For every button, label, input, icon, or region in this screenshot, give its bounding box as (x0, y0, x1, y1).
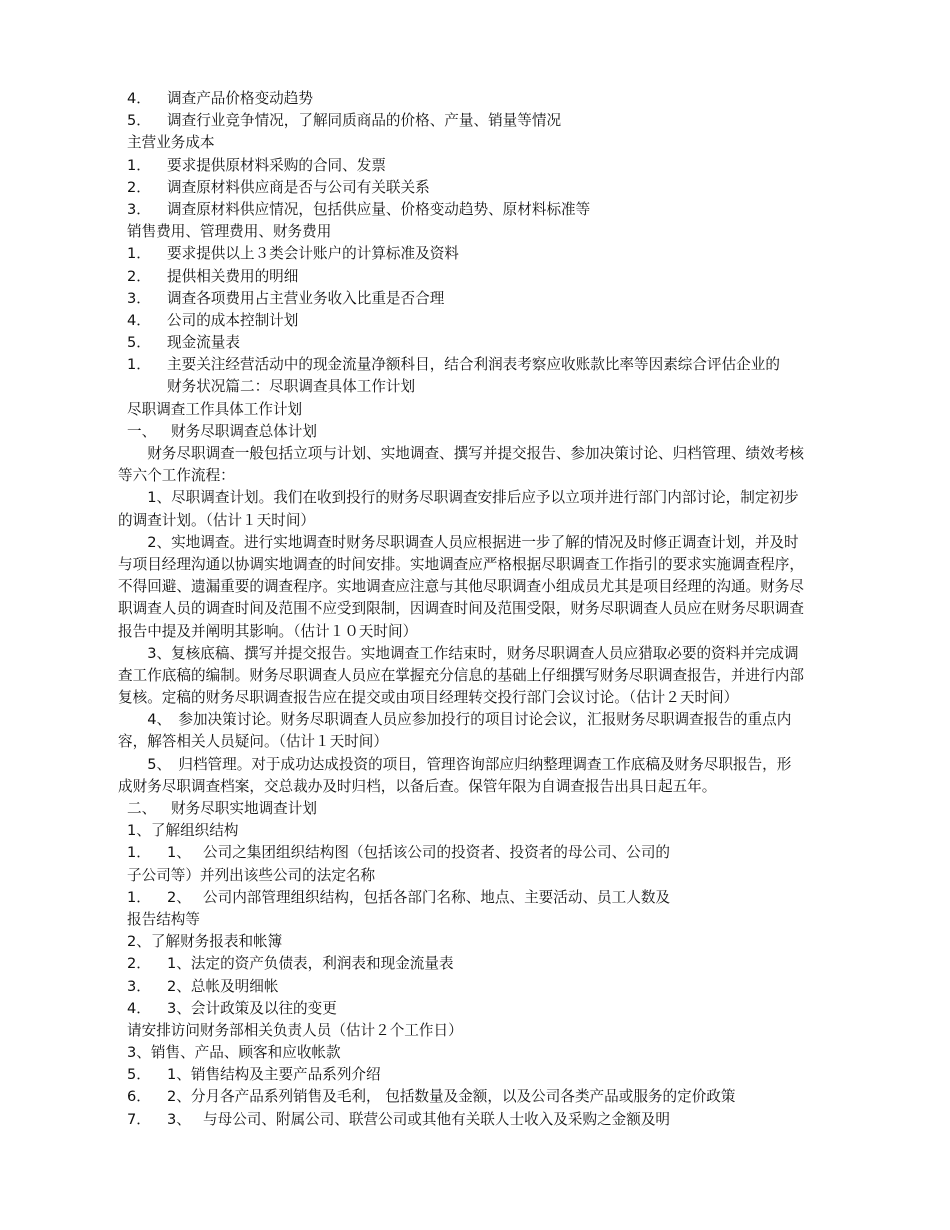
text-line (0, 665, 950, 687)
text-line (0, 266, 950, 288)
list-item-text: 1、法定的资产负债表，利润表和现金流量表 (167, 955, 454, 973)
text-line (0, 177, 950, 199)
list-number: 3． (127, 289, 151, 307)
text-line (0, 155, 950, 177)
list-item-text: 2、总帐及明细帐 (167, 977, 279, 995)
text-line (0, 687, 950, 709)
text-line (0, 221, 950, 243)
section-heading (127, 798, 317, 820)
text-line (0, 332, 950, 354)
text-line (0, 842, 950, 864)
list-number: 1． (127, 156, 151, 174)
paragraph-continuation: 职调查人员的调查时间及范围不应受到限制，因调查时间及范围受限，财务尽职调查人员应在财务尽职调查 (118, 600, 804, 618)
text-line (0, 754, 950, 776)
paragraph-continuation: 查工作底稿的编制。财务尽职调查人员应在掌握充分信息的基础上仔细撰写财务尽职调查报告，并进行内部 (118, 666, 804, 684)
list-number: 4． (127, 311, 151, 329)
list-number: 1． (127, 245, 151, 263)
text-line (0, 510, 950, 532)
text-line (0, 487, 950, 509)
paragraph-text: 1、尽职调查计划。我们在收到投行的财务尽职调查安排后应予以立项并进行部门内部讨论，制定初步 (118, 489, 799, 507)
section-text: 1、了解组织结构 (127, 822, 239, 840)
list-item-text: 2、分月各产品系列销售及毛利， 包括数量及金额，以及公司各类产品或服务的定价政策 (167, 1088, 736, 1106)
list-number: 4． (127, 999, 151, 1017)
list-number: 5． (127, 112, 151, 130)
text-line (0, 1020, 950, 1042)
sub-number: 3、 (167, 1110, 191, 1128)
text-line (0, 1042, 950, 1064)
list-item-text: 调查产品价格变动趋势 (167, 90, 313, 107)
section-text: 子公司等）并列出该些公司的法定名称 (127, 866, 376, 884)
paragraph-continuation: 等六个工作流程： (118, 467, 235, 485)
text-line (0, 909, 950, 931)
section-text: 报告结构等 (127, 910, 200, 928)
list-item-text: 要求提供以上３类会计账户的计算标准及资料 (167, 245, 459, 263)
text-line (0, 199, 950, 221)
document-page (0, 88, 950, 1131)
list-item-text: 调查行业竞争情况，了解同质商品的价格、产量、销量等情况 (167, 112, 562, 130)
text-line (0, 1109, 950, 1131)
list-number: 3． (127, 200, 151, 218)
section-number: 二、 (127, 800, 157, 817)
list-item-text: 公司之集团组织结构图（包括该公司的投资者、投资者的母公司、公司的 (203, 844, 671, 862)
list-item-continuation: 财务状况篇二：尽职调查具体工作计划 (167, 378, 416, 396)
text-line (0, 731, 950, 753)
list-item-text: 调查各项费用占主营业务收入比重是否合理 (167, 289, 445, 307)
text-line (0, 399, 950, 421)
section-text: 销售费用、管理费用、财务费用 (127, 223, 332, 241)
text-line (0, 88, 950, 110)
list-item-text: 公司内部管理组织结构，包括各部门名称、地点、主要活动、员工人数及 (203, 888, 671, 906)
text-line (0, 621, 950, 643)
list-number: 7． (127, 1110, 151, 1128)
section-title: 财务尽职实地调查计划 (171, 800, 317, 817)
section-heading (127, 421, 317, 443)
text-line (0, 288, 950, 310)
list-item-text: 要求提供原材料采购的合同、发票 (167, 156, 386, 174)
text-line (0, 243, 950, 265)
sub-number: 2、 (167, 888, 191, 906)
section-text: 请安排访问财务部相关负责人员（估计２个工作日） (127, 1021, 463, 1039)
text-line (0, 554, 950, 576)
text-line (0, 776, 950, 798)
list-item-text: 调查原材料供应情况，包括供应量、价格变动趋势、原材料标准等 (167, 200, 591, 218)
text-line (0, 598, 950, 620)
list-number: 1． (127, 888, 151, 906)
paragraph-text: 5、 归档管理。对于成功达成投资的项目，管理咨询部应归纳整理调查工作底稿及财务尽职报告，形 (118, 755, 792, 773)
paragraph-continuation: 与项目经理沟通以协调实地调查的时间安排。实地调查应严格根据尽职调查工作指引的要求实施调查程序， (118, 555, 804, 573)
list-item-text: 1、销售结构及主要产品系列介绍 (167, 1066, 381, 1084)
paragraph-continuation: 复核。定稿的财务尽职调查报告应在提交或由项目经理转交投行部门会议讨论。（估计２天时间） (118, 689, 739, 707)
text-line (0, 443, 950, 465)
section-number: 一、 (127, 422, 157, 440)
paragraph-continuation: 成财务尽职调查档案，交总裁办及时归档，以备后查。保管年限为自调查报告出具日起五年。 (118, 777, 717, 795)
list-item-text: 3、会计政策及以往的变更 (167, 999, 337, 1017)
text-line (0, 865, 950, 887)
list-item-text: 与母公司、附属公司、联营公司或其他有关联人士收入及采购之金额及明 (203, 1110, 671, 1128)
text-line (0, 110, 950, 132)
paragraph-text: 4、 参加决策讨论。财务尽职调查人员应参加投行的项目讨论会议，汇报财务尽职调查报告的重点内 (118, 711, 792, 729)
section-text: 2、了解财务报表和帐簿 (127, 933, 283, 951)
text-line (0, 953, 950, 975)
list-number: 6． (127, 1088, 151, 1106)
text-line (0, 798, 950, 820)
section-text: 3、销售、产品、顾客和应收帐款 (127, 1044, 341, 1062)
list-number: 1． (127, 844, 151, 862)
list-number: 3． (127, 977, 151, 995)
paragraph-text: 财务尽职调查一般包括立项与计划、实地调查、撰写并提交报告、参加决策讨论、归档管理、绩效考核 (118, 445, 804, 462)
list-item-text: 主要关注经营活动中的现金流量净额科目，结合利润表考察应收账款比率等因素综合评估企业的 (167, 356, 780, 374)
text-line (0, 709, 950, 731)
paragraph-continuation: 的调查计划。（估计１天时间） (118, 511, 316, 529)
text-line (0, 310, 950, 332)
text-line (0, 643, 950, 665)
list-item-text: 现金流量表 (167, 334, 240, 352)
text-line (0, 132, 950, 154)
section-title: 财务尽职调查总体计划 (171, 422, 317, 440)
section-text: 尽职调查工作具体工作计划 (127, 400, 303, 418)
section-text: 主营业务成本 (127, 134, 215, 152)
text-line (0, 376, 950, 398)
list-number: 4． (127, 90, 151, 107)
paragraph-text: 2、实地调查。进行实地调查时财务尽职调查人员应根据进一步了解的情况及时修正调查计划，并及时 (118, 533, 799, 551)
text-line (0, 998, 950, 1020)
paragraph-continuation: 容，解答相关人员疑问。（估计１天时间） (118, 733, 388, 751)
text-line (0, 820, 950, 842)
text-line (0, 887, 950, 909)
text-line (0, 465, 950, 487)
text-line (0, 576, 950, 598)
list-number: 5． (127, 334, 151, 352)
paragraph-continuation: 不得回避、遗漏重要的调查程序。实地调查应注意与其他尽职调查小组成员尤其是项目经理的沟通。财务尽 (118, 578, 804, 596)
list-item-text: 公司的成本控制计划 (167, 311, 299, 329)
sub-number: 1、 (167, 844, 191, 862)
text-line (0, 976, 950, 998)
paragraph-continuation: 报告中提及并阐明其影响。（估计１０天时间） (118, 622, 418, 640)
text-line (0, 1086, 950, 1108)
list-number: 2． (127, 955, 151, 973)
text-line (0, 1064, 950, 1086)
list-number: 1． (127, 356, 151, 374)
text-line (0, 421, 950, 443)
list-number: 2． (127, 178, 151, 196)
text-line (0, 532, 950, 554)
list-number: 2． (127, 267, 151, 285)
list-item-text: 提供相关费用的明细 (167, 267, 299, 285)
list-number: 5． (127, 1066, 151, 1084)
text-line (0, 931, 950, 953)
list-item-text: 调查原材料供应商是否与公司有关联关系 (167, 178, 430, 196)
text-line (0, 354, 950, 376)
paragraph-text: 3、复核底稿、撰写并提交报告。实地调查工作结束时，财务尽职调查人员应猎取必要的资料并完成调 (118, 644, 799, 662)
